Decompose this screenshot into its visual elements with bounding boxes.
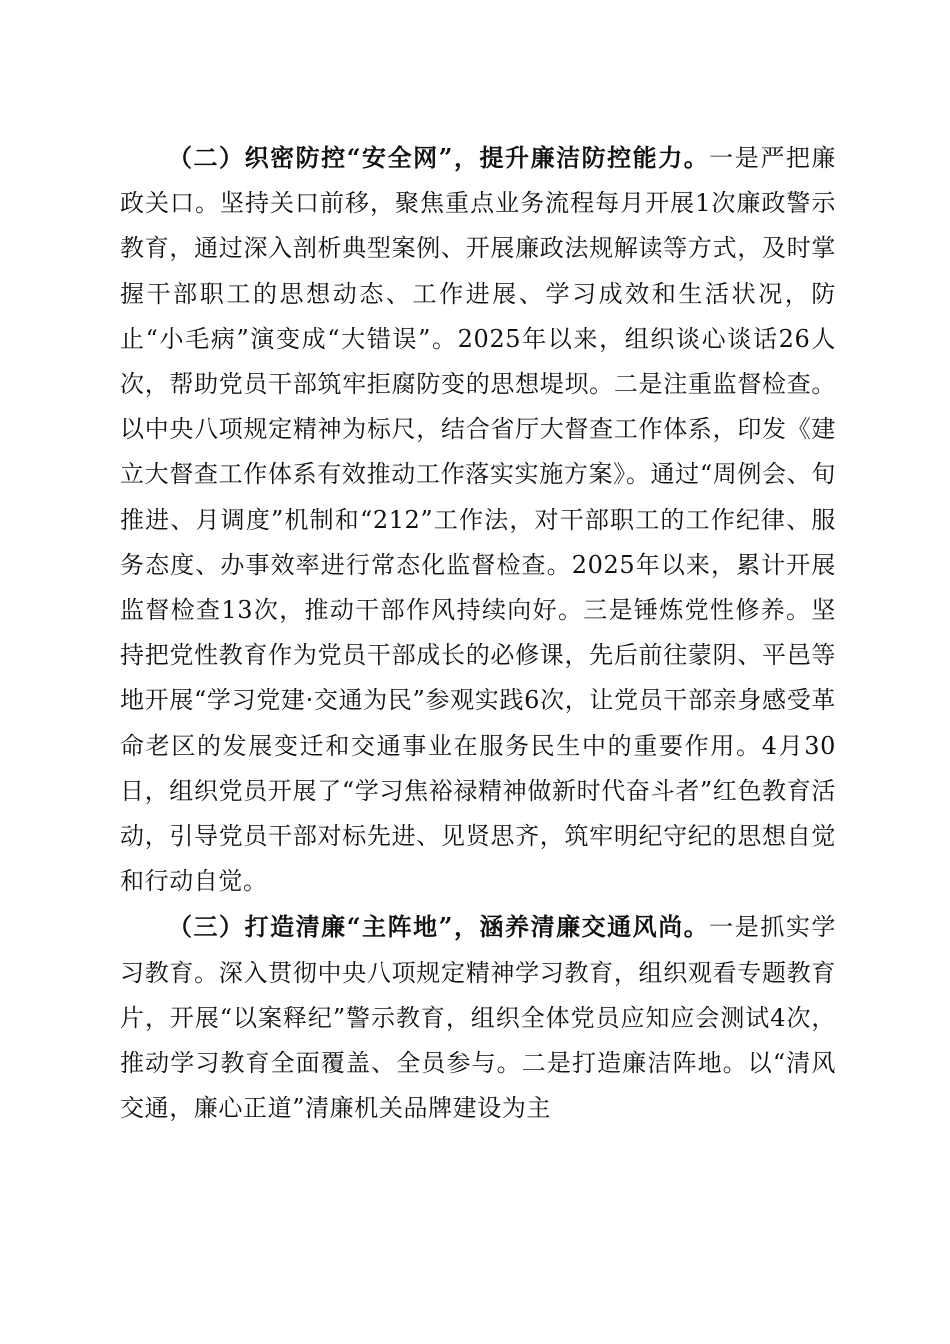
section-2-heading: （二）织密防控“安全网”，提升廉洁防控能力。	[168, 143, 710, 172]
paragraph-section-3	[120, 904, 836, 1131]
document-page	[120, 135, 836, 1131]
paragraph-section-2	[120, 135, 836, 904]
section-3-body: 一是抓实学习教育。深入贯彻中央八项规定精神学习教育，组织观看专题教育片，开展“以案释纪”警示教育，组织全体党员应知应会测试4次，推动学习教育全面覆盖、全员参与。二是打造廉洁阵地。以“清风交通，廉心正道”清廉机关品牌建设为主	[120, 913, 837, 1123]
section-3-heading: （三）打造清廉“主阵地”，涵养清廉交通风尚。	[168, 912, 710, 942]
section-2-body: 一是严把廉政关口。坚持关口前移，聚焦重点业务流程每月开展1次廉政警示教育，通过深入剖析典型案例、开展廉政法规解读等方式，及时掌握干部职工的思想动态、工作进展、学习成效和生活状况，防止“小毛病”演变成“大错误”。2025年以来，组织谈心谈话26人次，帮助党员干部筑牢拒腐防变的思想堤坝。二是注重监督检查。以中央八项规定精神为标尺，结合省厅大督查工作体系，印发《建立大督查工作体系有效推动工作落实实施方案》。通过“周例会、旬推进、月调度”机制和“212”工作法，对干部职工的工作纪律、服务态度、办事效率进行常态化监督检查。2025年以来，累计开展监督检查13次，推动干部作风持续向好。三是锤炼党性修养。坚持把党性教育作为党员干部成长的必修课，先后前往蒙阴、平邑等地开展“学习党建·交通为民”参观实践6次，让党员干部亲身感受革命老区的发展变迁和交通事业在服务民生中的重要作用。4月30日，组织党员开展了“学习焦裕禄精神做新时代奋斗者”红色教育活动，引导党员干部对标先进、见贤思齐，筑牢明纪守纪的思想自觉和行动自觉。	[120, 144, 837, 896]
